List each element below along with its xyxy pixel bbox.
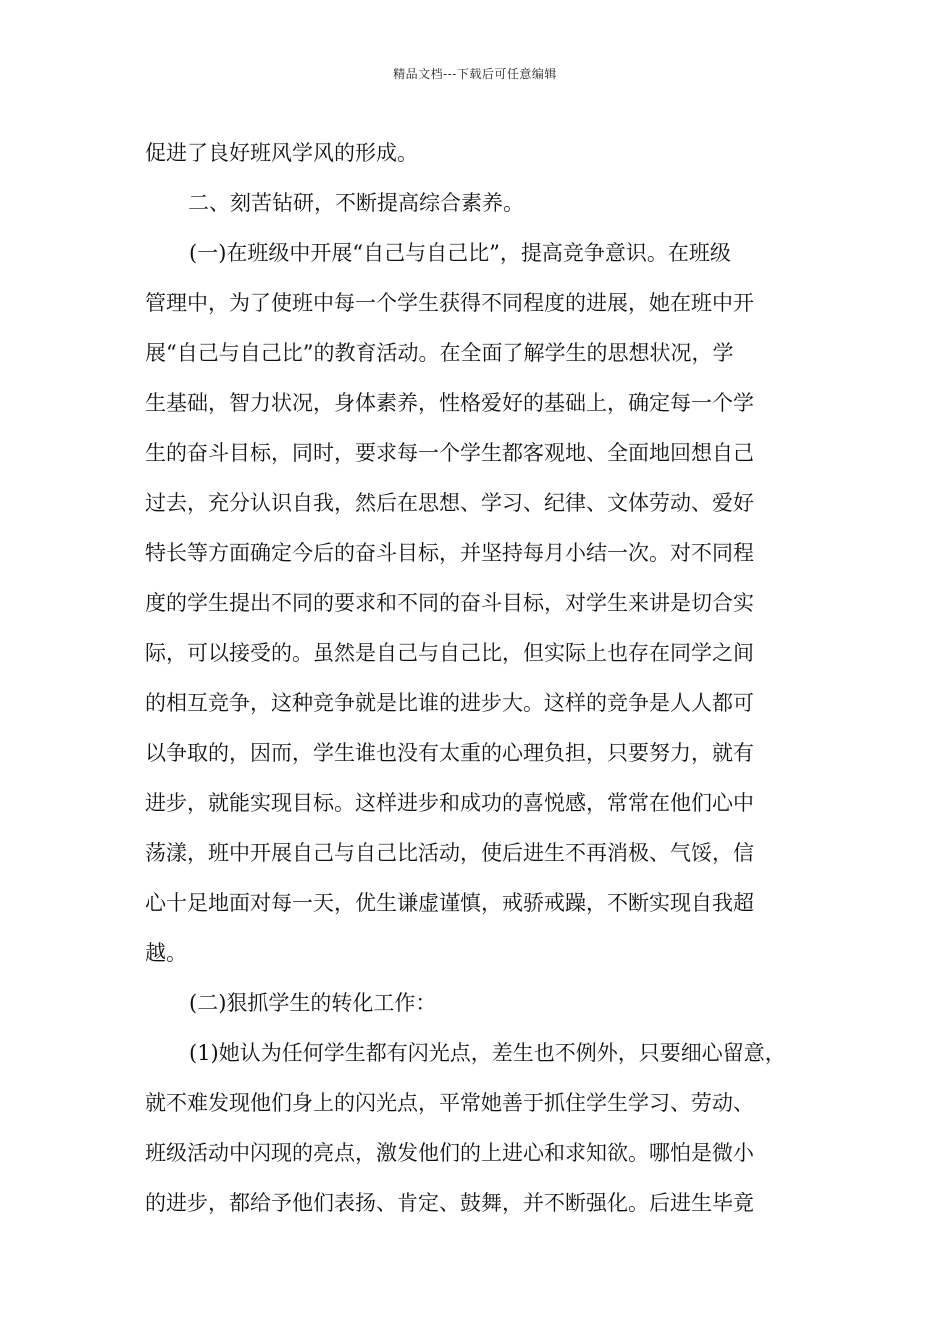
text-line: 特长等方面确定今后的奋斗目标，并坚持每月小结一次。对不同程 — [145, 541, 754, 565]
section-heading: (二)狠抓学生的转化工作： — [189, 991, 437, 1015]
text-line: 以争取的，因而，学生谁也没有太重的心理负担，只要努力，就有 — [145, 741, 754, 765]
text-line: 荡漾，班中开展自己与自己比活动，使后进生不再消极、气馁，信 — [145, 841, 754, 865]
text-line: 就不难发现他们身上的闪光点，平常她善于抓住学生学习、劳动、 — [145, 1091, 754, 1115]
text-line: 展“自己与自己比”的教育活动。在全面了解学生的思想状况，学 — [145, 341, 734, 365]
text-line: 度的学生提出不同的要求和不同的奋斗目标，对学生来讲是切合实 — [145, 591, 754, 615]
text-line: 越。 — [145, 941, 187, 965]
paragraph-first-line: (一)在班级中开展“自己与自己比”，提高竞争意识。在班级 — [189, 241, 731, 265]
text-line: 班级活动中闪现的亮点，激发他们的上进心和求知欲。哪怕是微小 — [145, 1141, 754, 1165]
document-body — [145, 128, 825, 1228]
text-line: 的相互竞争，这种竞争就是比谁的进步大。这样的竞争是人人都可 — [145, 691, 754, 715]
text-line: 管理中，为了使班中每一个学生获得不同程度的进展，她在班中开 — [145, 291, 754, 315]
text-line: 过去，充分认识自我，然后在思想、学习、纪律、文体劳动、爱好 — [145, 491, 754, 515]
text-line: 心十足地面对每一天，优生谦虚谨慎，戒骄戒躁，不断实现自我超 — [145, 891, 754, 915]
text-line: 促进了良好班风学风的形成。 — [145, 141, 418, 165]
text-line: 生基础，智力状况，身体素养，性格爱好的基础上，确定每一个学 — [145, 391, 754, 415]
text-line: 际，可以接受的。虽然是自己与自己比，但实际上也存在同学之间 — [145, 641, 754, 665]
section-heading: 二、刻苦钻研，不断提高综合素养。 — [188, 191, 524, 215]
text-line: 生的奋斗目标，同时，要求每一个学生都客观地、全面地回想自己 — [145, 441, 754, 465]
text-line: 进步，就能实现目标。这样进步和成功的喜悦感，常常在他们心中 — [145, 791, 754, 815]
page-header: 精品文档---下载后可任意编辑 — [393, 67, 557, 81]
text-line: 的进步，都给予他们表扬、肯定、鼓舞，并不断强化。后进生毕竟 — [145, 1191, 754, 1215]
paragraph-first-line: (1)她认为任何学生都有闪光点，差生也不例外，只要细心留意， — [189, 1041, 786, 1065]
